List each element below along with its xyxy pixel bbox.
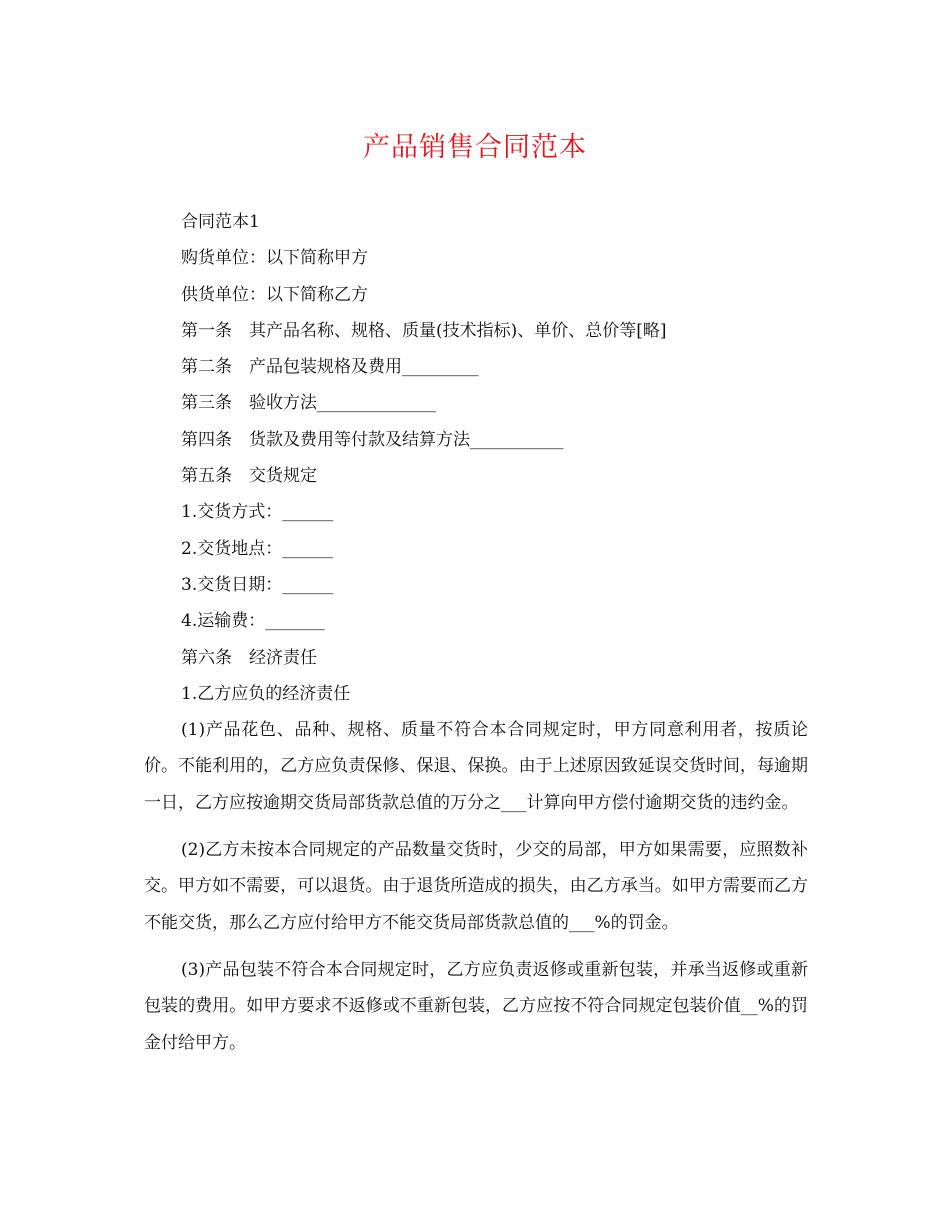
- document-title: 产品销售合同范本: [363, 132, 587, 163]
- article-line: 第四条 货款及费用等付款及结算方法___________: [181, 429, 564, 450]
- text-line: 供货单位：以下简称乙方: [181, 284, 368, 305]
- paragraph: (2)乙方未按本合同规定的产品数量交货时，少交的局部，甲方如果需要，应照数补交。甲方如不需要，可以退货。由于退货所造成的损失，由乙方承当。如甲方需要而乙方不能交货，那么乙方应付给甲方不能交货局部货款总值的___%的罚金。: [144, 840, 808, 933]
- text-line: 购货单位：以下简称甲方: [181, 248, 368, 269]
- list-item: 3.交货日期：______: [181, 574, 334, 595]
- article-line: 第六条 经济责任: [181, 647, 317, 668]
- list-item: 2.交货地点：______: [181, 538, 334, 559]
- paragraph: (3)产品包装不符合本合同规定时，乙方应负责返修或重新包装，并承当返修或重新包装的费用。如甲方要求不返修或不重新包装，乙方应按不符合同规定包装价值__%的罚金付给甲方。: [144, 959, 808, 1053]
- paragraph: (1)产品花色、品种、规格、质量不符合本合同规定时，甲方同意利用者，按质论价。不能利用的，乙方应负责保修、保退、保换。由于上述原因致延误交货时间，每逾期一日，乙方应按逾期交货局部货款总值的万分之___计算向甲方偿付逾期交货的违约金。: [144, 720, 808, 813]
- document-body: [144, 204, 808, 1072]
- article-line: 第一条 其产品名称、规格、质量(技术指标)、单价、总价等[略]: [181, 320, 667, 341]
- list-item: 4.运输费：_______: [181, 611, 325, 632]
- text-line: 合同范本1: [181, 212, 260, 232]
- article-line: 第三条 验收方法______________: [181, 393, 436, 414]
- list-item: 1.乙方应负的经济责任: [181, 683, 351, 704]
- article-line: 第五条 交货规定: [181, 466, 317, 487]
- list-item: 1.交货方式：______: [181, 502, 334, 523]
- article-line: 第二条 产品包装规格及费用_________: [181, 357, 479, 378]
